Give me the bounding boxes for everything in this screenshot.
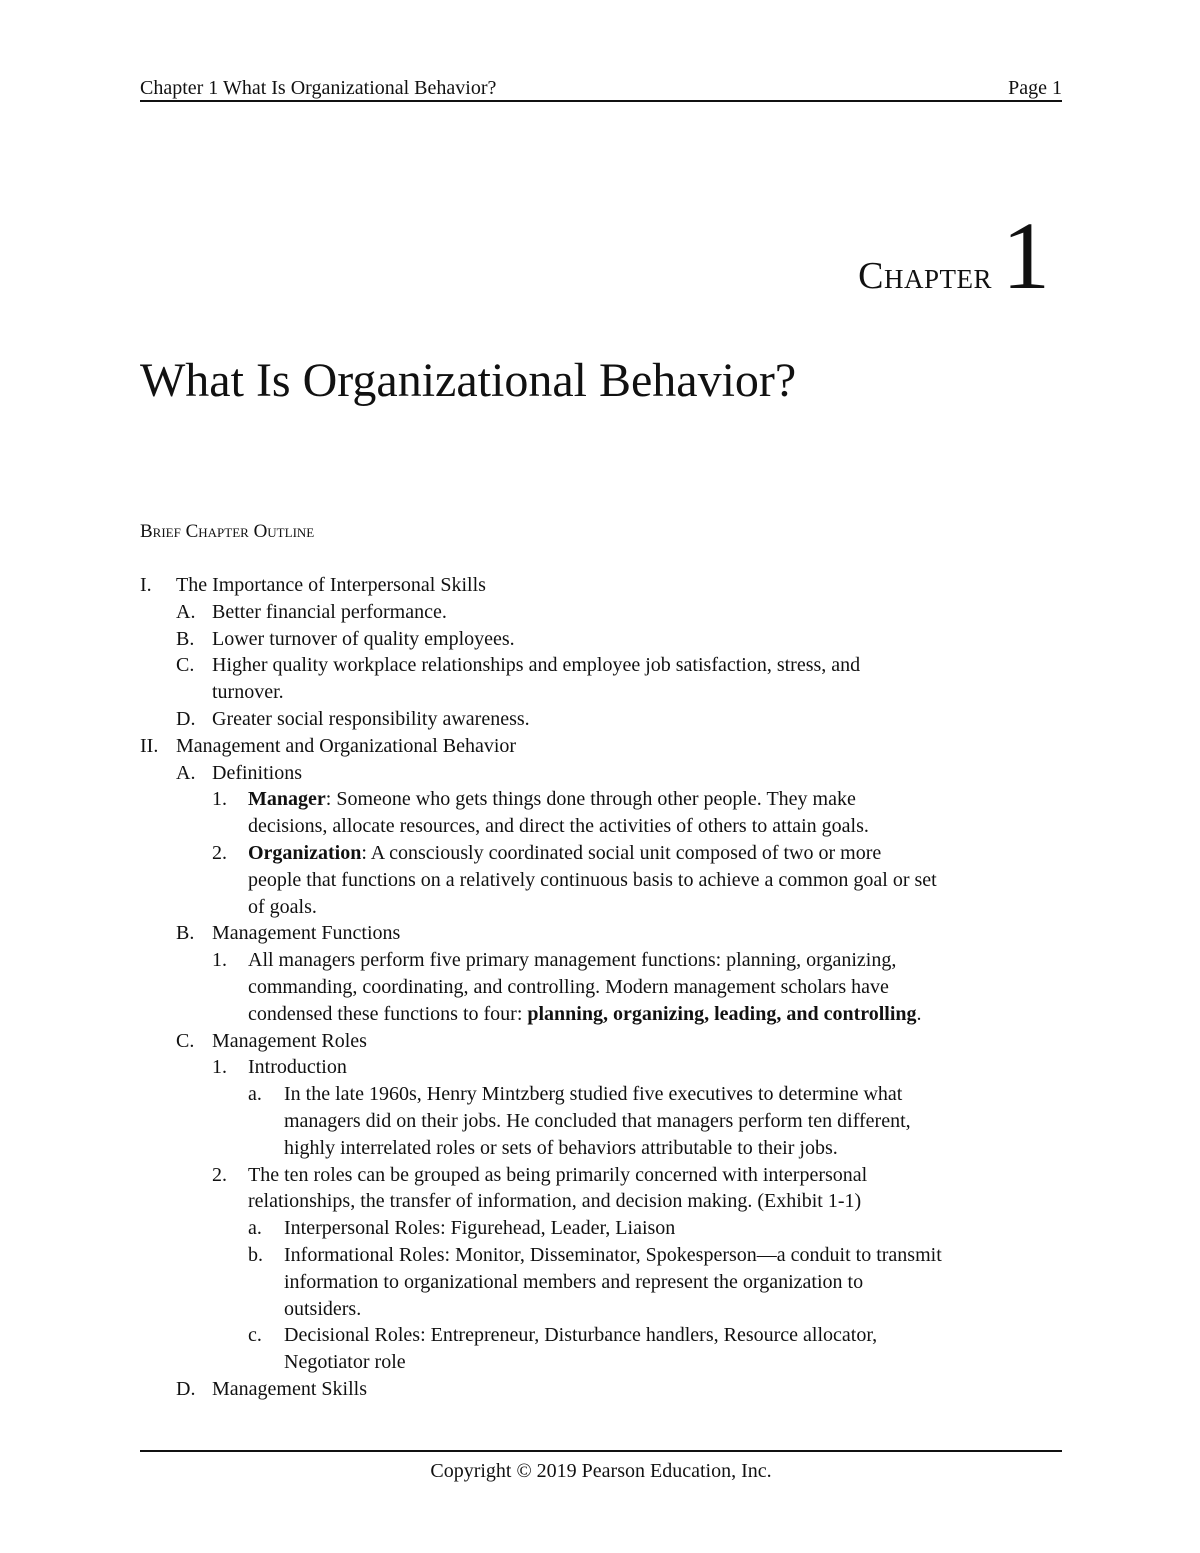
outline-item [140, 760, 1070, 787]
outline-text: Negotiator role [284, 1351, 406, 1374]
outline-text: Introduction [248, 1056, 347, 1079]
chapter-label: Chapter [858, 255, 992, 297]
outline-text-part: condensed these functions to four: [248, 1002, 528, 1025]
outline-item [140, 706, 1070, 733]
outline-item [140, 733, 1070, 760]
outline-text: commanding, coordinating, and controlling. Modern management scholars have [248, 975, 889, 998]
outline-item [140, 1028, 1070, 1055]
copyright-footer: Copyright © 2019 Pearson Education, Inc. [430, 1460, 772, 1482]
outline-marker: 2. [212, 1163, 227, 1186]
outline-text: Management Functions [212, 922, 401, 945]
outline-text: Management Roles [212, 1029, 367, 1052]
outline-text: Management and Organizational Behavior [176, 734, 517, 757]
outline-text: Informational Roles: Monitor, Disseminator, Spokesperson—a conduit to transmit [284, 1243, 942, 1266]
outline-text: The Importance of Interpersonal Skills [176, 574, 486, 596]
outline-text: Lower turnover of quality employees. [212, 627, 515, 650]
outline-text [248, 786, 1070, 813]
outline-text: Definitions [212, 761, 302, 784]
outline-text: people that functions on a relatively continuous basis to achieve a common goal or set [248, 868, 937, 891]
outline-text: Greater social responsibility awareness. [212, 707, 530, 730]
outline-marker: a. [248, 1217, 262, 1240]
outline-item [140, 1162, 1070, 1216]
outline-text-tail: . [916, 1002, 922, 1025]
outline-marker: b. [248, 1243, 263, 1266]
outline-marker: C. [176, 1029, 195, 1052]
outline-item [140, 652, 1070, 706]
chapter-outline [140, 572, 1070, 1403]
outline-item [140, 1242, 1070, 1322]
outline-text: Better financial performance. [212, 600, 447, 623]
footer-divider [140, 1450, 1062, 1452]
chapter-number: 1 [1002, 202, 1050, 309]
outline-text: of goals. [248, 895, 317, 918]
page-number: Page 1 [1008, 77, 1062, 99]
outline-text: turnover. [212, 681, 284, 704]
outline-marker: D. [176, 1377, 196, 1400]
outline-item [140, 947, 1070, 1027]
outline-item [140, 1322, 1070, 1376]
outline-marker: a. [248, 1083, 262, 1106]
chapter-title: What Is Organizational Behavior? [140, 354, 797, 407]
chapter-heading [858, 202, 1050, 309]
outline-marker: II. [140, 734, 159, 757]
outline-item [140, 1081, 1070, 1161]
emphasis-text: planning, organizing, leading, and controlling [527, 1002, 917, 1025]
outline-text [248, 1001, 1070, 1028]
outline-item [140, 1054, 1070, 1081]
definition-term: Manager [248, 788, 326, 811]
outline-marker: 1. [212, 1056, 227, 1079]
outline-marker: B. [176, 922, 195, 945]
outline-item [140, 920, 1070, 947]
running-title: Chapter 1 What Is Organizational Behavior? [140, 77, 497, 99]
outline-text: Decisional Roles: Entrepreneur, Disturbance handlers, Resource allocator, [284, 1324, 878, 1347]
outline-marker: B. [176, 627, 195, 650]
definition-text: : A consciously coordinated social unit composed of two or more [361, 841, 882, 864]
outline-marker: C. [176, 654, 195, 677]
outline-marker: I. [140, 574, 152, 596]
outline-heading: Brief Chapter Outline [140, 521, 315, 542]
outline-item [140, 572, 1070, 599]
definition-term: Organization [248, 841, 362, 864]
outline-marker: c. [248, 1324, 262, 1347]
outline-text: outsiders. [284, 1297, 362, 1320]
outline-item [140, 840, 1070, 920]
outline-text: Higher quality workplace relationships and employee job satisfaction, stress, and [212, 654, 861, 677]
outline-text: The ten roles can be grouped as being primarily concerned with interpersonal [248, 1163, 868, 1186]
outline-text: highly interrelated roles or sets of behaviors attributable to their jobs. [284, 1136, 838, 1159]
outline-marker: 1. [212, 788, 227, 811]
page-header [140, 76, 1062, 102]
outline-text: information to organizational members and represent the organization to [284, 1270, 864, 1293]
definition-text: : Someone who gets things done through other people. They make [325, 788, 856, 811]
outline-text: In the late 1960s, Henry Mintzberg studied five executives to determine what [284, 1083, 903, 1106]
outline-text: decisions, allocate resources, and direct the activities of others to attain goals. [248, 815, 869, 838]
outline-marker: D. [176, 707, 196, 730]
outline-item [140, 786, 1070, 840]
outline-marker: A. [176, 761, 196, 784]
outline-marker: 1. [212, 949, 227, 972]
outline-marker: 2. [212, 841, 227, 864]
outline-text: relationships, the transfer of information, and decision making. (Exhibit 1-1) [248, 1190, 862, 1213]
outline-item [140, 1376, 1070, 1403]
outline-item [140, 626, 1070, 653]
outline-text: All managers perform five primary management functions: planning, organizing, [248, 949, 897, 972]
outline-text: Interpersonal Roles: Figurehead, Leader, Liaison [284, 1217, 676, 1240]
outline-item [140, 599, 1070, 626]
outline-text [248, 840, 1070, 867]
outline-text: Management Skills [212, 1377, 367, 1400]
outline-text: managers did on their jobs. He concluded that managers perform ten different, [284, 1109, 911, 1132]
outline-marker: A. [176, 600, 196, 623]
outline-item [140, 1215, 1070, 1242]
